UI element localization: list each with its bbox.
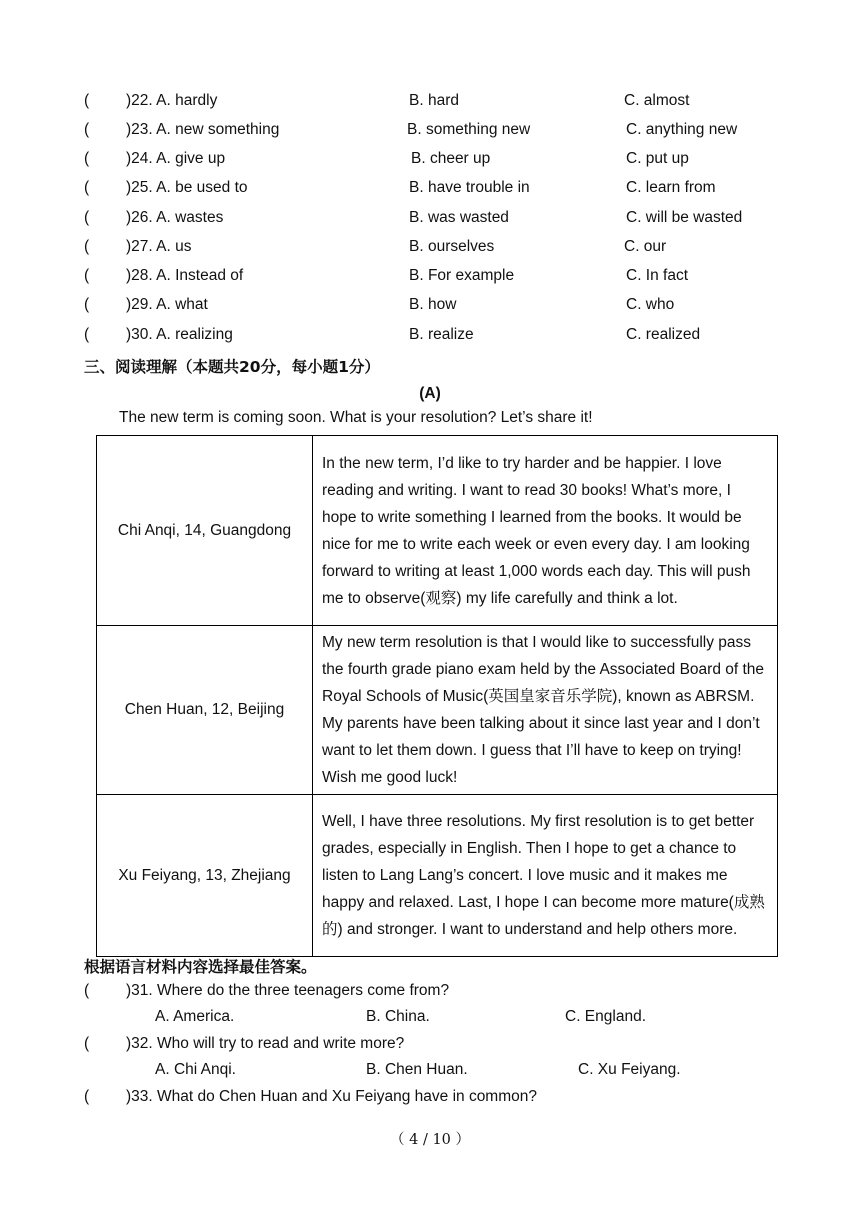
option-a: )24. A. give up: [126, 150, 226, 167]
option-a: )22. A. hardly: [126, 92, 218, 109]
student-name: Xu Feiyang, 13, Zhejiang: [97, 795, 313, 957]
option-a: )30. A. realizing: [126, 326, 233, 343]
table-row: [97, 795, 778, 957]
option-a: )29. A. what: [126, 296, 208, 313]
option-a: A. America.: [155, 1008, 235, 1025]
question-31: [0, 982, 860, 1002]
answer-paren: (: [84, 238, 90, 255]
table-row: [97, 436, 778, 626]
answer-paren: (: [84, 296, 90, 313]
option-a: )27. A. us: [126, 238, 192, 255]
mc-row-29: [0, 296, 860, 316]
option-b: B. something new: [407, 121, 531, 138]
question-32-options: [0, 1061, 860, 1081]
mc-row-23: [0, 121, 860, 141]
option-c: C. learn from: [626, 179, 716, 196]
option-b: B. hard: [409, 92, 459, 109]
mc-row-22: [0, 92, 860, 112]
question-stem: )32. Who will try to read and write more?: [126, 1035, 405, 1052]
resolution-text: My new term resolution is that I would like to successfully pass the fourth grade piano exam held by the Associated Board of the Royal Schools of Music(英国皇家音乐学院), known as ABRSM. My parents have been talking about it since last year and I don’t want to let them down. I guess that I’ll have to keep on trying! Wish me good luck!: [313, 626, 778, 795]
option-c: C. anything new: [626, 121, 738, 138]
answer-paren: (: [84, 982, 90, 999]
option-c: C. put up: [626, 150, 689, 167]
question-33: [0, 1088, 860, 1108]
mc-row-24: [0, 150, 860, 170]
student-name: Chen Huan, 12, Beijing: [97, 626, 313, 795]
section-heading: 三、阅读理解（本题共20分，每小题1分）: [84, 358, 380, 376]
passage-label: (A): [419, 385, 441, 402]
option-c: C. Xu Feiyang.: [578, 1061, 681, 1078]
question-32: [0, 1035, 860, 1055]
option-c: C. almost: [624, 92, 690, 109]
mc-row-28: [0, 267, 860, 287]
option-b: B. China.: [366, 1008, 430, 1025]
option-a: A. Chi Anqi.: [155, 1061, 236, 1078]
option-c: C. England.: [565, 1008, 646, 1025]
option-b: B. cheer up: [411, 150, 491, 167]
option-b: B. Chen Huan.: [366, 1061, 468, 1078]
option-b: B. was wasted: [409, 209, 509, 226]
option-b: B. For example: [409, 267, 515, 284]
student-name: Chi Anqi, 14, Guangdong: [97, 436, 313, 626]
passage-intro: The new term is coming soon. What is your resolution? Let’s share it!: [119, 409, 593, 426]
mc-row-26: [0, 209, 860, 229]
resolutions-table: [96, 435, 778, 957]
answer-paren: (: [84, 179, 90, 196]
question-31-options: [0, 1008, 860, 1028]
answer-paren: (: [84, 92, 90, 109]
mc-row-27: [0, 238, 860, 258]
option-b: B. how: [409, 296, 457, 313]
option-b: B. ourselves: [409, 238, 495, 255]
table-row: [97, 626, 778, 795]
option-c: C. realized: [626, 326, 701, 343]
option-c: C. In fact: [626, 267, 689, 284]
option-c: C. our: [624, 238, 667, 255]
option-a: )23. A. new something: [126, 121, 280, 138]
answer-paren: (: [84, 326, 90, 343]
page-number: （ 4 / 10 ）: [390, 1132, 470, 1148]
resolution-text: Well, I have three resolutions. My first resolution is to get better grades, especially in English. Then I hope to get a chance to listen to Lang Lang’s concert. I love music and it makes me happy and relaxed. Last, I hope I can become more mature(成熟的) and stronger. I want to understand and help others more.: [313, 795, 778, 957]
answer-paren: (: [84, 267, 90, 284]
answer-paren: (: [84, 209, 90, 226]
answer-paren: (: [84, 150, 90, 167]
resolution-text: In the new term, I’d like to try harder and be happier. I love reading and writing. I want to read 30 books! What’s more, I hope to write something I learned from the books. It would be nice for me to write each week or even every day. I am looking forward to writing at least 1,000 words each day. This will push me to observe(观察) my life carefully and think a lot.: [313, 436, 778, 626]
answer-paren: (: [84, 1088, 90, 1105]
option-c: C. will be wasted: [626, 209, 743, 226]
option-b: B. realize: [409, 326, 474, 343]
option-a: )26. A. wastes: [126, 209, 224, 226]
option-c: C. who: [626, 296, 675, 313]
answer-paren: (: [84, 121, 90, 138]
mc-row-25: [0, 179, 860, 199]
instruction-heading: 根据语言材料内容选择最佳答案。: [84, 958, 317, 976]
question-stem: )33. What do Chen Huan and Xu Feiyang have in common?: [126, 1088, 537, 1105]
option-a: )28. A. Instead of: [126, 267, 244, 284]
option-b: B. have trouble in: [409, 179, 530, 196]
mc-row-30: [0, 326, 860, 346]
question-stem: )31. Where do the three teenagers come from?: [126, 982, 450, 999]
option-a: )25. A. be used to: [126, 179, 248, 196]
answer-paren: (: [84, 1035, 90, 1052]
